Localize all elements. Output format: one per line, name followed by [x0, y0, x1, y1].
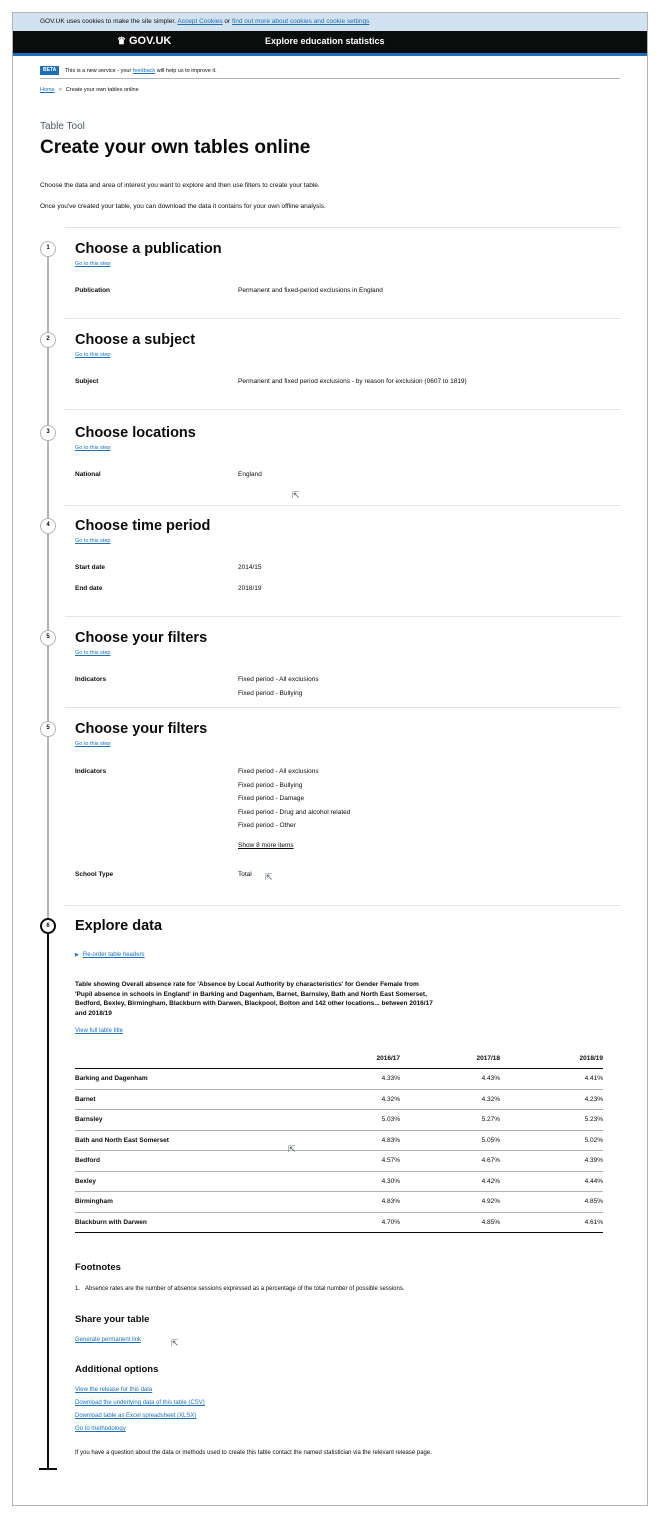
summary-value: Fixed period - Damage [238, 795, 305, 802]
footnote-text: Absence rates are the number of absence sessions expressed as a percentage of the total number of possible sessions. [85, 1286, 405, 1292]
summary-value: Fixed period - Drug and alcohol related [238, 808, 351, 816]
table-cell: 4.39% [500, 1151, 603, 1172]
cookie-banner-or: or [224, 18, 231, 25]
table-cell: 4.44% [500, 1171, 603, 1192]
table-row [75, 1212, 603, 1233]
row-header: Barnsley [75, 1110, 313, 1131]
crown-icon: ♛ [117, 36, 126, 47]
summary-value-list [238, 765, 350, 833]
step-divider [65, 409, 621, 410]
govuk-logo-link[interactable] [117, 35, 171, 47]
summary-label: Indicators [75, 768, 107, 775]
beta-banner [40, 65, 620, 79]
table-cell: 5.27% [400, 1110, 500, 1131]
summary-value: Fixed period - All exclusions [238, 676, 319, 683]
step-title: Choose a publication [75, 241, 222, 257]
table-cell: 4.83% [313, 1192, 400, 1213]
row-header: Bedford [75, 1151, 313, 1172]
table-cell: 4.30% [313, 1171, 400, 1192]
step-number: 4 [40, 518, 56, 534]
table-row [75, 1171, 603, 1192]
footnotes-heading: Footnotes [75, 1262, 121, 1273]
footnote-index: 1. [75, 1286, 81, 1292]
summary-value: 2018/19 [238, 585, 262, 592]
step-divider [65, 616, 621, 617]
table-cell: 4.83% [313, 1130, 400, 1151]
cookie-settings-link[interactable]: find out more about cookies and cookie settings [232, 18, 370, 25]
stepper-rail-active [47, 933, 49, 1469]
share-table-heading: Share your table [75, 1314, 150, 1325]
step-title: Choose time period [75, 518, 211, 534]
go-to-step-link[interactable]: Go to this step [75, 650, 111, 656]
mouse-cursor-icon: ⇱ [171, 1338, 179, 1348]
summary-value: Fixed period - Bullying [238, 781, 303, 789]
step-number: 5 [40, 721, 56, 737]
column-header: 2017/18 [400, 1048, 500, 1069]
table-cell: 4.32% [400, 1089, 500, 1110]
column-header: 2016/17 [313, 1048, 400, 1069]
breadcrumb-current: Create your own tables online [65, 87, 139, 93]
table-cell: 4.57% [313, 1151, 400, 1172]
table-cell: 4.61% [500, 1212, 603, 1233]
summary-label: Subject [75, 378, 99, 385]
intro-paragraph-2: Once you've created your table, you can download the data it contains for your own offline analysis. [40, 203, 326, 210]
step-title: Choose your filters [75, 630, 208, 646]
site-header [13, 31, 647, 53]
summary-value: Fixed period - Other [238, 822, 296, 829]
view-release-link[interactable]: View the release for this data [75, 1387, 153, 1393]
step-number: 2 [40, 332, 56, 348]
explore-data-title: Explore data [75, 918, 163, 934]
summary-label: End date [75, 585, 103, 592]
mouse-cursor-icon: ⇱ [288, 1144, 296, 1154]
summary-label: Start date [75, 564, 105, 571]
step-title: Choose your filters [75, 721, 208, 737]
beta-text-before: This is a new service - your [64, 68, 132, 74]
cookie-banner-text: GOV.UK uses cookies to make the site simpler. [40, 18, 176, 25]
govuk-logo-text: GOV.UK [128, 35, 172, 47]
row-header: Barking and Dagenham [75, 1069, 313, 1090]
table-row [75, 1130, 603, 1151]
row-header: Blackburn with Darwen [75, 1212, 313, 1233]
table-cell: 5.03% [313, 1110, 400, 1131]
step-number: 3 [40, 425, 56, 441]
summary-value-list [238, 673, 319, 700]
beta-text-after: will help us to improve it. [156, 68, 217, 74]
table-cell: 4.43% [400, 1069, 500, 1090]
row-header: Birmingham [75, 1192, 313, 1213]
caret-right-icon: ▶ [75, 952, 79, 958]
table-cell: 4.92% [400, 1192, 500, 1213]
intro-paragraph-1: Choose the data and area of interest you want to explore and then use filters to create your table. [40, 182, 320, 189]
page-title: Create your own tables online [40, 137, 311, 158]
step-divider [65, 505, 621, 506]
page-caption: Table Tool [40, 121, 85, 132]
page-frame [12, 12, 648, 1506]
table-cell: 4.85% [500, 1192, 603, 1213]
breadcrumb-separator: > [58, 87, 62, 93]
breadcrumb [40, 87, 139, 93]
go-to-step-link[interactable]: Go to this step [75, 261, 111, 267]
column-header: 2018/19 [500, 1048, 603, 1069]
table-cell: 4.70% [313, 1212, 400, 1233]
table-cell: 5.23% [500, 1110, 603, 1131]
breadcrumb-home-link[interactable]: Home [40, 87, 55, 93]
row-header: Barnet [75, 1089, 313, 1110]
step-number-active: 6 [40, 918, 56, 934]
table-cell: 4.23% [500, 1089, 603, 1110]
stepper-rail-end [39, 1468, 57, 1470]
additional-options-heading: Additional options [75, 1364, 159, 1375]
reorder-headers-toggle[interactable] [75, 952, 145, 958]
summary-label: Indicators [75, 676, 107, 683]
summary-label: National [75, 471, 101, 478]
table-row [75, 1192, 603, 1213]
step-number: 1 [40, 241, 56, 257]
summary-label: School Type [75, 871, 114, 878]
step-divider [65, 707, 621, 708]
feedback-link[interactable]: feedback [132, 68, 156, 74]
step-divider [65, 227, 621, 228]
table-row [75, 1069, 603, 1090]
table-row [75, 1110, 603, 1131]
table-cell: 4.42% [400, 1171, 500, 1192]
step-divider [65, 318, 621, 319]
table-cell: 4.32% [313, 1089, 400, 1110]
mouse-cursor-icon: ⇱ [292, 490, 300, 500]
table-cell: 4.41% [500, 1069, 603, 1090]
go-to-step-link[interactable]: Go to this step [75, 352, 111, 358]
row-header: Bath and North East Somerset [75, 1130, 313, 1151]
mouse-cursor-icon: ⇱ [265, 872, 273, 882]
cookie-banner [13, 13, 647, 31]
step-divider [65, 905, 621, 906]
table-cell: 4.33% [313, 1069, 400, 1090]
summary-value: Fixed period - All exclusions [238, 768, 319, 775]
step-number: 5 [40, 630, 56, 646]
methodology-link[interactable]: Go to methodology [75, 1426, 126, 1432]
step-title: Choose a subject [75, 332, 196, 348]
summary-label: Publication [75, 287, 111, 294]
generate-permanent-link[interactable]: Generate permanent link [75, 1337, 142, 1343]
table-cell: 5.02% [500, 1130, 603, 1151]
table-cell: 5.05% [400, 1130, 500, 1151]
download-csv-link[interactable]: Download the underlying data of this table (CSV) [75, 1400, 205, 1406]
table-caption: Table showing Overall absence rate for 'Absence by Local Authority by characteristics' for Gender Female from 'Pupil absence in schools in England' in Barking and Dagenham, Barnet, Barnsley, Bath and North East Somerset, Bedford, Bexley, Birmingham, Blackburn with Darwen, Blackpool, Bolton and 142 other locations... between 2016/17 and 2018/19 [75, 981, 433, 1017]
view-full-title-link[interactable]: View full table title [75, 1028, 123, 1034]
reorder-headers-label: Re-order table headers [82, 952, 145, 958]
step-title: Choose locations [75, 425, 196, 441]
footnote-item [75, 1285, 435, 1295]
table-corner-cell [75, 1048, 313, 1069]
table-cell: 4.85% [400, 1212, 500, 1233]
download-xlsx-link[interactable]: Download table as Excel spreadsheet (XLSX) [75, 1413, 197, 1419]
show-more-items-link[interactable]: Show 8 more items [238, 842, 294, 849]
table-row [75, 1151, 603, 1172]
contact-note: If you have a question about the data or methods used to create this table contact the named statistician via the relevant release page. [75, 1450, 432, 1456]
table-header-row [75, 1048, 603, 1069]
go-to-step-link[interactable]: Go to this step [75, 445, 111, 451]
summary-value: 2014/15 [238, 564, 262, 571]
row-header: Bexley [75, 1171, 313, 1192]
header-stripe [13, 53, 647, 56]
table-row [75, 1089, 603, 1110]
service-name-link[interactable]: Explore education statistics [265, 36, 385, 46]
beta-tag: BETA [40, 66, 59, 75]
go-to-step-link[interactable]: Go to this step [75, 538, 111, 544]
data-table [75, 1048, 603, 1233]
table-cell: 4.67% [400, 1151, 500, 1172]
summary-value: Permanent and fixed period exclusions - by reason for exclusion (0607 to 1819) [238, 378, 467, 385]
summary-value: Permanent and fixed-period exclusions in England [238, 287, 383, 294]
summary-value: Total [238, 871, 252, 878]
summary-value: England [238, 471, 262, 478]
go-to-step-link[interactable]: Go to this step [75, 741, 111, 747]
accept-cookies-link[interactable]: Accept Cookies [177, 18, 223, 25]
summary-value: Fixed period - Bullying [238, 689, 303, 697]
